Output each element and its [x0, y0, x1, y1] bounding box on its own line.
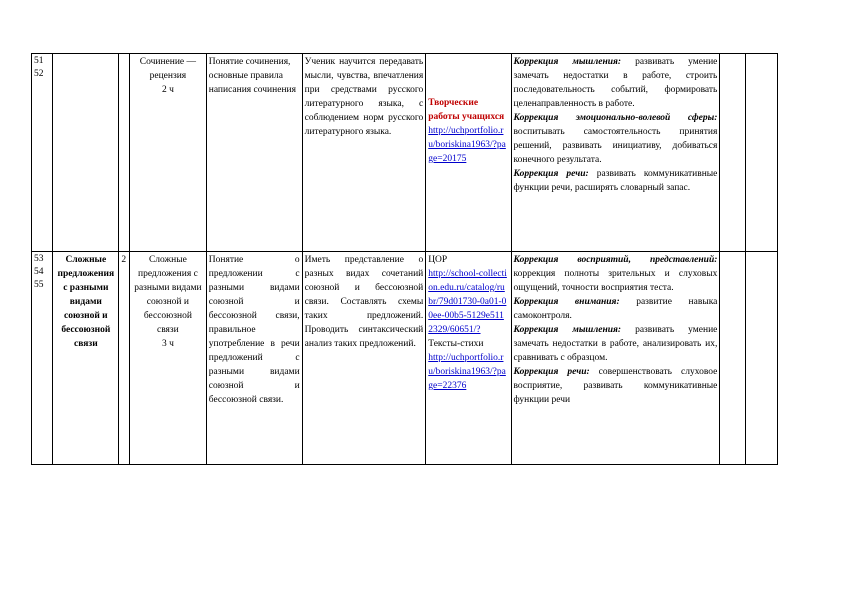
- correction-item: Коррекция восприятий, представлений: коррекция полноты зрительных и слуховых ощущений, точности восприятия теста.: [513, 255, 718, 293]
- resource-link[interactable]: http://uchportfolio.ru/boriskina1963/?page=22376: [428, 353, 506, 391]
- correction-item: Коррекция мышления: развивать умение замечать недостатки в работе, анализировать их, сравнивать с образцом.: [513, 325, 718, 363]
- lesson-numbers-cell: [32, 54, 53, 252]
- empty-cell: [745, 252, 777, 465]
- lesson-title: Сочинение — рецензия: [139, 57, 197, 81]
- lesson-title-cell: [130, 54, 207, 252]
- results-cell: [302, 54, 426, 252]
- resources-cell: [426, 252, 511, 465]
- correction-item: Коррекция мышления: развивать умение замечать недостатки в работе, строить последовательность событий, формировать целенаправленность в работе.: [513, 57, 718, 109]
- correction-item: Коррекция речи: совершенствовать слуховое восприятие, развивать коммуникативные функции речи: [513, 367, 718, 405]
- hours-cell: [119, 54, 130, 252]
- empty-cell: [720, 252, 746, 465]
- resource-label: ЦОР: [428, 255, 448, 265]
- correction-cell: [511, 252, 720, 465]
- topic-cell: [53, 54, 119, 252]
- lesson-hours: 2 ч: [161, 85, 174, 95]
- lesson-number: 54: [34, 267, 44, 277]
- concepts-cell: [206, 54, 302, 252]
- correction-cell: [511, 54, 720, 252]
- topic-text: Сложные предложения с разными видами союзной и бессоюзной связи: [57, 255, 115, 349]
- empty-cell: [745, 54, 777, 252]
- results-text: Ученик научится передавать мысли, чувства, впечатления при средствами русского литературного языка, с соблюдением норм русского литературного языка.: [304, 57, 424, 137]
- resource-link[interactable]: http://uchportfolio.ru/boriskina1963/?page=20175: [428, 126, 506, 164]
- concepts-text: Понятие сочинения, основные правила написания сочинения: [208, 57, 296, 95]
- lesson-number: 52: [34, 69, 44, 79]
- results-cell: [302, 252, 426, 465]
- lesson-number: 53: [34, 254, 44, 264]
- lesson-hours: 3 ч: [161, 339, 174, 349]
- lesson-plan-table: [31, 53, 778, 465]
- results-text: Иметь представление о разных видах сочетаний союзной и бессоюзной связи. Составлять схемы таких предложений. Проводить синтаксический анализ таких предложений.: [304, 255, 424, 349]
- hours-cell: [119, 252, 130, 465]
- lesson-title: Сложные предложения с разными видами союзной и бессоюзной связи: [134, 255, 202, 335]
- topic-hours: 2: [121, 255, 127, 265]
- lesson-numbers-cell: [32, 252, 53, 465]
- empty-cell: [720, 54, 746, 252]
- lesson-number: 55: [34, 280, 44, 290]
- topic-cell: [53, 252, 119, 465]
- concepts-cell: [206, 252, 302, 465]
- concepts-text: Понятие о предложении с разными видами союзной и бессоюзной связи, правильное употребление в речи предложений с разными видами союзной и бессоюзной связи.: [208, 255, 300, 405]
- lesson-title-cell: [130, 252, 207, 465]
- table-row: [32, 54, 778, 252]
- correction-item: Коррекция внимания: развитие навыка самоконтроля.: [513, 297, 718, 321]
- lesson-number: 51: [34, 56, 44, 66]
- resource-link[interactable]: http://school-collection.edu.ru/catalog/rubr/79d01730-0a01-00ee-00b5-5129e5112329/60651/?: [428, 269, 507, 335]
- table-row: [32, 252, 778, 465]
- resource-title: Творческие работы учащихся: [428, 98, 505, 122]
- resources-cell: [426, 54, 511, 252]
- correction-item: Коррекция речи: развивать коммуникативные функции речи, расширять словарный запас.: [513, 169, 718, 193]
- resource-label: Тексты-стихи: [428, 339, 484, 349]
- correction-item: Коррекция эмоционально-волевой сферы: воспитывать самостоятельность принятия решений, развивать инициативу, добиваться конечного результата.: [513, 113, 718, 165]
